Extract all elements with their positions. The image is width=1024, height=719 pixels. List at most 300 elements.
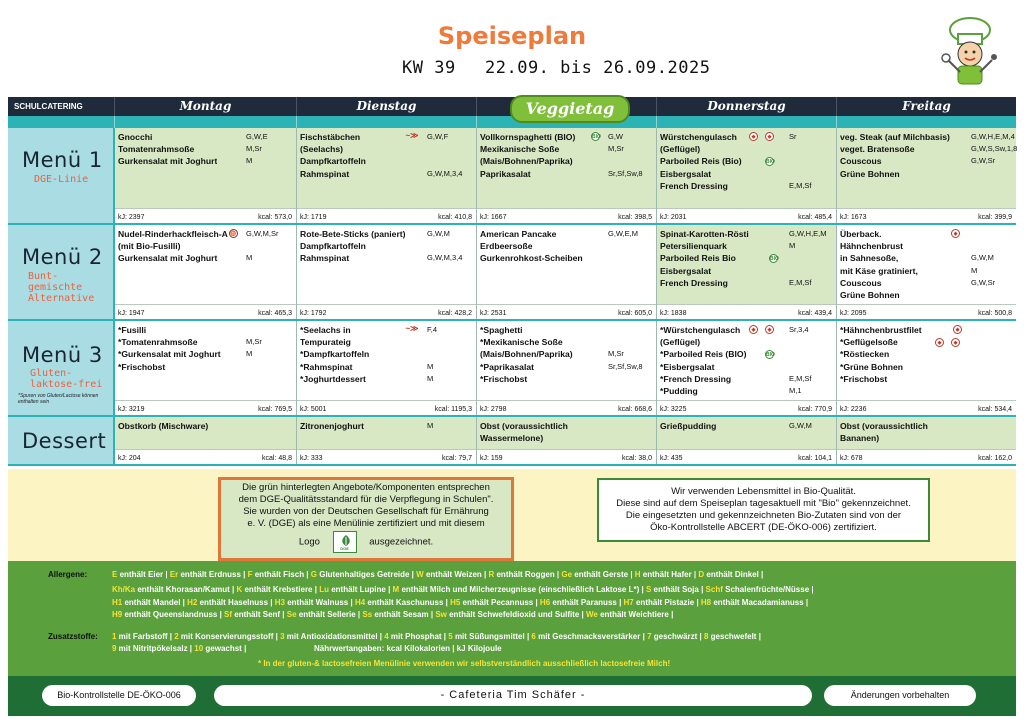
legend-key: Kh/Ka xyxy=(112,585,138,594)
energy-kcal: kcal: 605,0 xyxy=(618,310,652,317)
bio-icon: BIO xyxy=(766,352,775,358)
allergen-code: G,W,M,3,4 xyxy=(427,253,463,263)
legend-value: enthält Soja | xyxy=(653,585,706,594)
legend-value: gewachst | xyxy=(205,644,247,653)
dish-item: (Seelachs) xyxy=(300,144,343,155)
dish-item: Rahmspinat xyxy=(300,168,350,179)
allergen-codes xyxy=(971,228,995,301)
legend-value: enthält Gerste | xyxy=(574,570,635,579)
legend-key: 5 xyxy=(448,632,455,641)
legend-value: enthält Sellerie | xyxy=(298,610,363,619)
energy-kj: kJ: 1719 xyxy=(300,214,327,221)
menu-cell xyxy=(657,128,837,223)
legend-value: enthält Lupine | xyxy=(331,585,393,594)
legend-value: geschwefelt | xyxy=(710,632,761,641)
allergen-code xyxy=(427,240,462,252)
allergen-code xyxy=(608,324,643,336)
legend-key: K xyxy=(236,585,245,594)
legend-key: Ss xyxy=(362,610,375,619)
dish-item: *Eisbergsalat xyxy=(660,361,715,372)
dish-item: *Frischobst xyxy=(840,373,888,384)
allergen-code: Sr xyxy=(789,132,797,141)
allergen-codes xyxy=(789,228,827,289)
allergen-code xyxy=(608,373,643,385)
dish-item: French Dressing xyxy=(660,277,728,288)
menu-label xyxy=(8,321,115,415)
dge-info-box xyxy=(218,477,514,561)
beef-icon: ♉ xyxy=(230,231,237,237)
allergen-codes xyxy=(246,228,279,265)
dish-item: French Dressing xyxy=(660,180,728,191)
menu-label xyxy=(8,225,115,319)
dish-item: American Pancake xyxy=(480,229,557,239)
zusatz-line-1 xyxy=(112,632,761,641)
legend-key: 1 xyxy=(112,632,119,641)
dish-item: Eisbergsalat xyxy=(660,265,712,276)
energy-kcal: kcal: 500,8 xyxy=(978,310,1012,317)
energy-kj: kJ: 1667 xyxy=(480,214,507,221)
energy-kj: kJ: 3219 xyxy=(118,406,145,413)
allergen-code: M,Sr xyxy=(608,349,624,359)
dish-item: Gurkenrohkost-Scheiben xyxy=(480,253,583,264)
legend-value: enthält Weichtiere | xyxy=(600,610,674,619)
dish-item: *Joghurtdessert xyxy=(300,373,366,384)
cafeteria-name: - Cafeteria Tim Schäfer - xyxy=(214,685,812,706)
menu-cell xyxy=(477,417,657,464)
allergen-codes xyxy=(608,228,638,265)
dish-item: (Mais/Bohnen/Paprika) xyxy=(480,156,573,167)
dish-item: Zitronenjoghurt xyxy=(300,421,364,431)
allergene-line-1 xyxy=(112,570,763,579)
legend-value: enthält Pistazie | xyxy=(635,598,701,607)
allergen-code: F,4 xyxy=(427,325,438,334)
menu-cell xyxy=(297,128,477,223)
legend-key: 6 xyxy=(531,632,539,641)
dish-item: Grüne Bohnen xyxy=(840,168,900,179)
allergen-code: G,W,M,Sr xyxy=(246,229,279,238)
allergen-code: M xyxy=(427,421,434,430)
allergen-code xyxy=(971,420,973,432)
energy-kj: kJ: 2095 xyxy=(840,310,867,317)
menu-row xyxy=(8,417,1016,466)
allergen-code: E,M,Sf xyxy=(789,277,812,287)
menu-cell xyxy=(297,321,477,415)
legend-value: enthält Khorasan/Kamut | xyxy=(137,585,237,594)
energy-kcal: kcal: 439,4 xyxy=(798,310,832,317)
allergen-code: M xyxy=(789,241,796,251)
dish-item: Fischstäbchen xyxy=(300,132,361,142)
menu-cell xyxy=(297,225,477,319)
menu-row xyxy=(8,128,1016,225)
legend-value: enthält Macadamianuss | xyxy=(713,598,809,607)
legend-key: H3 xyxy=(274,598,288,607)
allergen-code: G,W xyxy=(608,132,623,141)
bio-line: Die eingesetzten und gekennzeichneten Bio-Zutaten sind von der xyxy=(625,510,902,521)
dish-item: veget. Bratensoße xyxy=(840,144,915,155)
dish-item: Dampfkartoffeln xyxy=(300,241,366,252)
dish-item: Wassermelone) xyxy=(480,433,544,444)
allergen-codes xyxy=(427,228,462,265)
allergen-code xyxy=(427,336,437,348)
allergen-code: M,Sr xyxy=(608,144,624,154)
dish-list xyxy=(118,324,221,373)
dish-list xyxy=(660,324,746,397)
legend-key: Se xyxy=(286,610,299,619)
allergen-code: G,W,F xyxy=(427,132,449,141)
fish-icon: ~≫ xyxy=(405,324,419,333)
legend-value: geschwärzt | xyxy=(653,632,704,641)
legend-value: mit Süßungsmittel | xyxy=(454,632,532,641)
fish-icon: ~≫ xyxy=(405,131,419,140)
allergen-code xyxy=(789,336,812,348)
dish-item: Vollkornspaghetti (BIO) xyxy=(480,132,576,142)
dish-list xyxy=(480,131,575,180)
dish-item: Rahmspinat xyxy=(300,253,350,264)
legend-panel xyxy=(8,561,1016,676)
dish-list xyxy=(300,228,406,265)
allergen-code xyxy=(246,240,279,252)
energy-kcal: kcal: 428,2 xyxy=(438,310,472,317)
legend-key: G xyxy=(310,570,320,579)
allergen-code xyxy=(246,324,262,336)
date-range: 22.09. bis 26.09.2025 xyxy=(485,58,711,78)
energy-kj: kJ: 1792 xyxy=(300,310,327,317)
dish-item: Gurkensalat mit Joghurt xyxy=(118,156,218,167)
chicken-icon: ◆ xyxy=(749,132,758,141)
allergen-code xyxy=(789,265,827,277)
menu-cell xyxy=(657,321,837,415)
legend-key: 4 xyxy=(384,632,391,641)
bio-line: Öko-Kontrollstelle ABCERT (DE-ÖKO-006) zertifiziert. xyxy=(650,522,877,533)
allergen-code xyxy=(789,168,812,180)
energy-kj: kJ: 435 xyxy=(660,455,683,462)
allergen-codes xyxy=(246,324,262,373)
allergen-code: M,Sr xyxy=(246,144,262,154)
allergen-code: G,W,Sr xyxy=(971,277,996,287)
allergen-codes xyxy=(789,131,812,192)
menu-name: Menü 3 xyxy=(22,343,103,367)
dish-item: *Rahmspinat xyxy=(300,361,353,372)
legend-value: mit Geschmacksverstärker | xyxy=(538,632,648,641)
allergen-code xyxy=(608,240,638,252)
allergen-code xyxy=(608,336,643,348)
dish-item: *Frischobst xyxy=(480,373,528,384)
legend-key: H8 xyxy=(700,598,714,607)
dish-item: Tempurateig xyxy=(300,337,351,348)
dish-item: (Mais/Bohnen/Paprika) xyxy=(480,349,573,360)
dish-list xyxy=(118,131,217,168)
chicken-icon: ◆ xyxy=(953,325,962,334)
dish-item: *Tomatenrahmsoße xyxy=(118,337,198,348)
dish-item: (mit Bio-Fusilli) xyxy=(118,241,181,252)
menu-cell xyxy=(837,128,1016,223)
dish-item: *Spaghetti xyxy=(480,325,523,335)
legend-value: enthält Fisch | xyxy=(254,570,311,579)
menu-cell xyxy=(477,225,657,319)
energy-kcal: kcal: 769,5 xyxy=(258,406,292,413)
legend-key: Sw xyxy=(435,610,450,619)
allergen-codes xyxy=(971,420,973,444)
dish-item: Bananen) xyxy=(840,433,880,444)
dish-list xyxy=(300,324,369,385)
energy-kj: kJ: 1947 xyxy=(118,310,145,317)
allergen-codes xyxy=(608,131,643,180)
allergen-codes xyxy=(427,324,437,385)
dish-item: mit Käse gratiniert, xyxy=(840,265,918,276)
legend-value: enthält Pecannuss | xyxy=(462,598,540,607)
energy-kcal: kcal: 104,1 xyxy=(798,455,832,462)
legend-key: We xyxy=(586,610,601,619)
dish-item: Grießpudding xyxy=(660,421,717,431)
dish-list xyxy=(840,131,950,180)
dge-line: e. V. (DGE) als eine Menülinie zertifiziert und mit diesem xyxy=(247,518,485,529)
energy-kj: kJ: 204 xyxy=(118,455,141,462)
allergen-code xyxy=(971,228,995,240)
legend-key: 9 xyxy=(112,644,119,653)
dish-item: veg. Steak (auf Milchbasis) xyxy=(840,132,950,142)
legend-value: enthält Krebstiere | xyxy=(244,585,320,594)
energy-kj: kJ: 1673 xyxy=(840,214,867,221)
energy-kj: kJ: 333 xyxy=(300,455,323,462)
legend-value: enthält Senf | xyxy=(234,610,287,619)
dish-item: Obstkorb (Mischware) xyxy=(118,421,209,431)
energy-kj: kJ: 2236 xyxy=(840,406,867,413)
menu-subtitle: DGE-Linie xyxy=(34,174,89,185)
dish-item: *Fusilli xyxy=(118,325,147,335)
dish-item: Nudel-Rinderhackfleisch-A xyxy=(118,229,228,239)
allergen-code xyxy=(971,240,995,252)
energy-kcal: kcal: 485,4 xyxy=(798,214,832,221)
energy-kcal: kcal: 668,6 xyxy=(618,406,652,413)
energy-kcal: kcal: 398,5 xyxy=(618,214,652,221)
dish-list xyxy=(118,228,228,265)
legend-key: 10 xyxy=(194,644,206,653)
energy-kcal: kcal: 399,9 xyxy=(978,214,1012,221)
menu-cell xyxy=(115,225,297,319)
allergen-code xyxy=(608,432,610,444)
legend-value: enthält Erdnuss | xyxy=(180,570,248,579)
allergen-code: G,W,M,3,4 xyxy=(427,168,463,178)
dish-item: Hähnchenbrust xyxy=(840,241,904,252)
dish-item: Petersilienquark xyxy=(660,241,727,252)
dish-item: Gnocchi xyxy=(118,132,153,142)
legend-value: Schalenfrüchte/Nüsse | xyxy=(725,585,814,594)
bio-line: Diese sind auf dem Speiseplan tagesaktuell mit "Bio" gekennzeichnet. xyxy=(616,498,911,509)
menu-table xyxy=(8,97,1016,466)
energy-kj: kJ: 2031 xyxy=(660,214,687,221)
dish-list xyxy=(840,228,918,301)
energy-kj: kJ: 5001 xyxy=(300,406,327,413)
dge-logo-post: ausgezeichnet. xyxy=(369,536,434,548)
legend-value: enthält Haselnuss | xyxy=(199,598,275,607)
energy-kj: kJ: 678 xyxy=(840,455,863,462)
dish-item: Obst (voraussichtlich xyxy=(480,421,568,431)
legend-key: Er xyxy=(169,570,181,579)
chicken-icon: ◆ xyxy=(935,338,944,347)
dish-list xyxy=(480,324,573,385)
dish-item: Paprikasalat xyxy=(480,168,531,179)
legend-key: H4 xyxy=(354,598,368,607)
dish-list xyxy=(300,420,364,432)
legend-key: 2 xyxy=(174,632,181,641)
dish-item: Couscous xyxy=(840,156,882,167)
allergen-code: G,W,H,E,M xyxy=(789,229,827,238)
legend-key: D xyxy=(698,570,707,579)
menu-cell xyxy=(477,128,657,223)
allergen-code: Sr,Sf,Sw,8 xyxy=(608,168,643,178)
energy-kcal: kcal: 465,3 xyxy=(258,310,292,317)
allergen-code xyxy=(789,252,827,264)
energy-kj: kJ: 159 xyxy=(480,455,503,462)
allergen-code xyxy=(246,420,248,432)
legend-value: Glutenhaltiges Getreide | xyxy=(319,570,417,579)
allergen-code: M xyxy=(246,349,253,359)
legend-value: enthält Mandel | xyxy=(124,598,188,607)
allergen-code xyxy=(971,432,973,444)
allergen-code xyxy=(608,155,643,167)
menu-cell xyxy=(297,417,477,464)
day-header-monday: Montag xyxy=(115,97,297,116)
menu-cell xyxy=(657,225,837,319)
allergen-codes xyxy=(789,324,812,397)
allergene-line-4 xyxy=(112,610,673,619)
dish-list xyxy=(660,228,749,289)
week-number: KW 39 xyxy=(402,58,456,78)
allergene-line-2 xyxy=(112,585,814,594)
dish-item: Couscous xyxy=(840,277,882,288)
chicken-icon: ◆ xyxy=(765,132,774,141)
dish-item: *Hähnchenbrustfilet xyxy=(840,325,922,335)
dge-logo-icon xyxy=(333,531,357,553)
menu-cell xyxy=(837,225,1016,319)
dish-item: Überback. xyxy=(840,229,882,239)
dge-line: Sie wurden von der Deutschen Gesellschaft für Ernährung xyxy=(243,506,489,517)
menu-name: Menü 2 xyxy=(22,245,103,269)
legend-key: E xyxy=(112,570,120,579)
allergen-code xyxy=(427,143,462,155)
legend-value: enthält Eier | xyxy=(119,570,170,579)
dish-item: *Parboiled Reis (BIO) xyxy=(660,349,747,360)
dish-item: Erdbeersoße xyxy=(480,241,533,252)
dish-item: Würstchengulasch xyxy=(660,132,737,142)
legend-key: M xyxy=(392,585,402,594)
dish-item: *Frischobst xyxy=(118,361,166,372)
legend-key: H9 xyxy=(112,610,125,619)
dish-item: Spinat-Karotten-Rösti xyxy=(660,229,749,239)
bio-control-label: Bio-Kontrollstelle DE-ÖKO-006 xyxy=(42,685,196,706)
energy-kj: kJ: 2531 xyxy=(480,310,507,317)
allergen-code: M,1 xyxy=(789,386,802,396)
bio-line: Wir verwenden Lebensmittel in Bio-Qualität. xyxy=(671,486,856,497)
dish-item: *Pudding xyxy=(660,386,698,397)
legend-key: Schf xyxy=(705,585,726,594)
allergen-code: G,W,E,M xyxy=(608,229,638,238)
menu-cell xyxy=(837,321,1016,415)
allergen-code: M,Sr xyxy=(246,337,262,347)
allergen-code xyxy=(971,336,973,348)
dish-item: *Gurkensalat mit Joghurt xyxy=(118,349,221,360)
bio-icon: BIO xyxy=(766,159,775,165)
lactose-note: * In der gluten-& lactosefreien Menülinie verwenden wir selbstverständlich ausschließlich lactosefreie Milch! xyxy=(258,659,671,668)
energy-kcal: kcal: 162,0 xyxy=(978,455,1012,462)
allergen-codes xyxy=(608,420,610,444)
legend-value: mit Phosphat | xyxy=(390,632,449,641)
allergen-code: G,W,S,Sw,1,8 xyxy=(971,144,1018,154)
allergen-codes xyxy=(427,420,433,432)
zusatz-line-2 xyxy=(112,644,246,653)
legend-value: enthält Schwefeldioxid und Sulfite | xyxy=(449,610,587,619)
legend-value: enthält Dinkel | xyxy=(706,570,764,579)
legend-key: R xyxy=(488,570,497,579)
legend-value: enthält Kaschunuss | xyxy=(367,598,451,607)
dish-item: Eisbergsalat xyxy=(660,168,712,179)
dish-item: *Paprikasalat xyxy=(480,361,534,372)
allergen-code xyxy=(789,143,812,155)
allergen-codes xyxy=(608,324,643,385)
allergen-code xyxy=(971,168,1017,180)
energy-kj: kJ: 1838 xyxy=(660,310,687,317)
dish-list xyxy=(840,324,922,385)
allergen-codes xyxy=(971,324,973,385)
corner-label: SCHULCATERING xyxy=(8,97,115,116)
changes-reserved-label: Änderungen vorbehalten xyxy=(824,685,976,706)
legend-value: mit Farbstoff | xyxy=(118,632,175,641)
dish-item: Rote-Bete-Sticks (paniert) xyxy=(300,229,406,239)
allergen-code xyxy=(246,361,262,373)
allergen-code: E,M,Sf xyxy=(789,373,812,383)
legend-value: mit Nitritpökelsalz | xyxy=(118,644,195,653)
dish-item: Parboiled Reis Bio xyxy=(660,253,736,264)
dish-list xyxy=(480,420,568,444)
legend-key: H6 xyxy=(539,598,553,607)
menu-cell xyxy=(477,321,657,415)
chicken-icon: ◆ xyxy=(765,325,774,334)
allergen-code: Sr,3,4 xyxy=(789,325,809,334)
dish-item: Mexikanische Soße xyxy=(480,144,560,155)
chef-icon xyxy=(930,12,1010,92)
allergen-code: G,W,M xyxy=(971,253,994,263)
dish-item: Obst (voraussichtlich xyxy=(840,421,928,431)
legend-key: Ge xyxy=(561,570,575,579)
dish-list xyxy=(660,131,742,192)
allergene-label: Allergene: xyxy=(48,570,88,579)
dish-list xyxy=(300,131,366,180)
allergen-codes xyxy=(789,420,812,432)
dge-line: Die grün hinterlegten Angebote/Komponenten entsprechen xyxy=(242,482,490,493)
allergen-code xyxy=(608,252,638,264)
dish-list xyxy=(118,420,208,432)
allergen-code: G,W,M xyxy=(427,229,450,238)
menu-cell xyxy=(115,321,297,415)
legend-key: H5 xyxy=(450,598,463,607)
dge-logo-pre: Logo xyxy=(298,536,320,548)
dish-list xyxy=(480,228,583,265)
bio-icon: BIO xyxy=(770,256,779,262)
energy-kcal: kcal: 79,7 xyxy=(442,455,472,462)
dish-item: (Geflügel) xyxy=(660,144,701,155)
menu-name: Menü 1 xyxy=(22,148,103,172)
energy-kcal: kcal: 48,8 xyxy=(262,455,292,462)
legend-key: 3 xyxy=(280,632,287,641)
allergen-code: G,W,E xyxy=(246,132,268,141)
legend-value: enthält Weizen | xyxy=(425,570,489,579)
dish-item: Parboiled Reis (Bio) xyxy=(660,156,742,167)
legend-key: W xyxy=(416,570,426,579)
dish-item: *Mexikanische Soße xyxy=(480,337,563,348)
dish-item: Dampfkartoffeln xyxy=(300,156,366,167)
legend-value: enthält Sesam | xyxy=(374,610,436,619)
allergen-code xyxy=(789,155,812,167)
